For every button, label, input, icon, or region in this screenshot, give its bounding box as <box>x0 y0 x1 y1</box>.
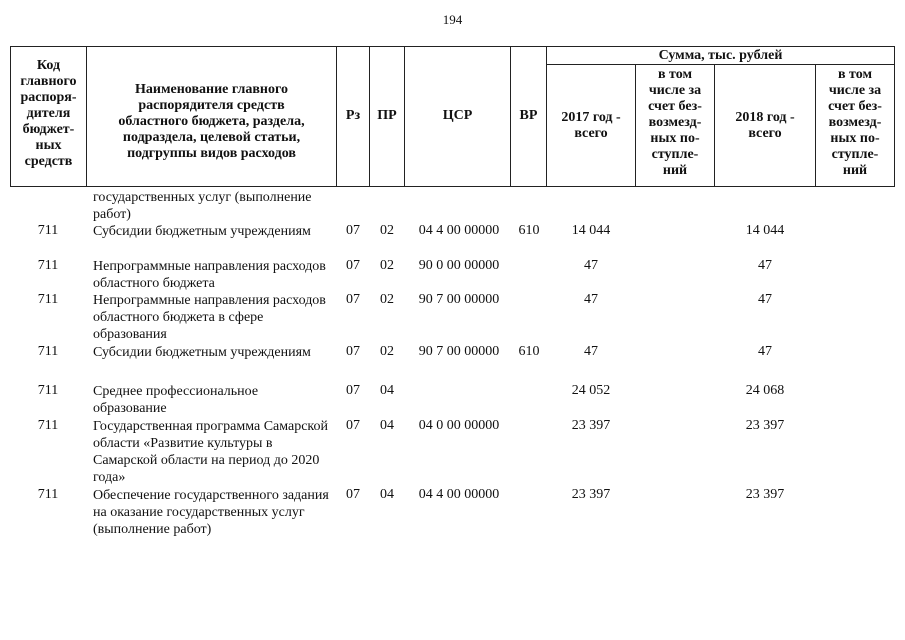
row-sum-2017: 24 052 <box>571 383 611 398</box>
continuation-text: государственных услуг (выполнение работ) <box>93 190 312 222</box>
header-rz: Рз <box>345 108 361 123</box>
row-sum-2017: 23 397 <box>571 418 611 433</box>
header-csr: ЦСР <box>442 108 473 123</box>
row-rz: 07 <box>346 292 360 307</box>
row-sum-2018: 47 <box>758 258 772 273</box>
row-name: Субсидии бюджетным учреждениям <box>93 345 311 360</box>
header-code: Код главного распоря- дителя бюджет- ных средств <box>20 58 77 169</box>
row-sum-2018: 47 <box>758 292 772 307</box>
row-rz: 07 <box>346 223 360 238</box>
header-2017-free: в том числе за счет без- возмезд- ных по- ступле- ний <box>648 67 702 178</box>
row-rz: 07 <box>346 418 360 433</box>
row-vr: 610 <box>518 344 540 359</box>
header-bottom-border <box>10 186 895 187</box>
row-pr: 02 <box>380 292 394 307</box>
row-csr: 04 0 00 00000 <box>418 418 500 433</box>
row-code: 711 <box>37 292 59 307</box>
row-vr: 610 <box>518 223 540 238</box>
header-vr: ВР <box>519 108 538 123</box>
row-pr: 04 <box>380 418 394 433</box>
row-pr: 02 <box>380 223 394 238</box>
row-sum-2017: 14 044 <box>571 223 611 238</box>
row-sum-2018: 24 068 <box>745 383 785 398</box>
table-top-border <box>10 46 895 47</box>
row-csr: 04 4 00 00000 <box>418 223 500 238</box>
sum-subheader-border <box>546 64 895 65</box>
row-rz: 07 <box>346 258 360 273</box>
header-name: Наименование главного распорядителя средств областного бюджета, раздела, подраздела, целевой статьи, подгруппы видов расходов <box>118 82 305 161</box>
row-sum-2018: 23 397 <box>745 418 785 433</box>
row-sum-2017: 47 <box>584 292 598 307</box>
header-sum: Сумма, тыс. рублей <box>658 48 783 63</box>
row-name: Государственная программа Самарской области «Развитие культуры в Самарской области на период до 2020 года» <box>93 419 329 485</box>
header-2018-free: в том числе за счет без- возмезд- ных по- ступле- ний <box>828 67 882 178</box>
row-csr: 90 7 00 00000 <box>418 344 500 359</box>
row-code: 711 <box>37 418 59 433</box>
row-pr: 02 <box>380 344 394 359</box>
header-pr: ПР <box>377 108 397 123</box>
page-number: 194 <box>442 12 463 27</box>
row-code: 711 <box>37 344 59 359</box>
row-rz: 07 <box>346 487 360 502</box>
header-2017-total: 2017 год - всего <box>561 110 621 141</box>
row-sum-2017: 47 <box>584 344 598 359</box>
row-csr: 90 7 00 00000 <box>418 292 500 307</box>
row-name: Субсидии бюджетным учреждениям <box>93 224 311 239</box>
row-code: 711 <box>37 487 59 502</box>
row-sum-2018: 14 044 <box>745 223 785 238</box>
row-pr: 02 <box>380 258 394 273</box>
row-name: Среднее профессиональное образование <box>93 384 259 416</box>
header-2018-total: 2018 год - всего <box>735 110 795 141</box>
col-border-10 <box>894 46 895 187</box>
row-sum-2017: 47 <box>584 258 598 273</box>
row-rz: 07 <box>346 383 360 398</box>
row-sum-2018: 47 <box>758 344 772 359</box>
row-name: Непрограммные направления расходов областного бюджета <box>93 259 326 291</box>
row-sum-2018: 23 397 <box>745 487 785 502</box>
row-csr: 90 0 00 00000 <box>418 258 500 273</box>
row-pr: 04 <box>380 487 394 502</box>
row-code: 711 <box>37 223 59 238</box>
row-name: Непрограммные направления расходов областного бюджета в сфере образования <box>93 293 326 342</box>
row-rz: 07 <box>346 344 360 359</box>
row-pr: 04 <box>380 383 394 398</box>
row-sum-2017: 23 397 <box>571 487 611 502</box>
row-code: 711 <box>37 383 59 398</box>
row-csr: 04 4 00 00000 <box>418 487 500 502</box>
row-code: 711 <box>37 258 59 273</box>
row-name: Обеспечение государственного задания на оказание государственных услуг (выполнение работ) <box>93 488 329 537</box>
